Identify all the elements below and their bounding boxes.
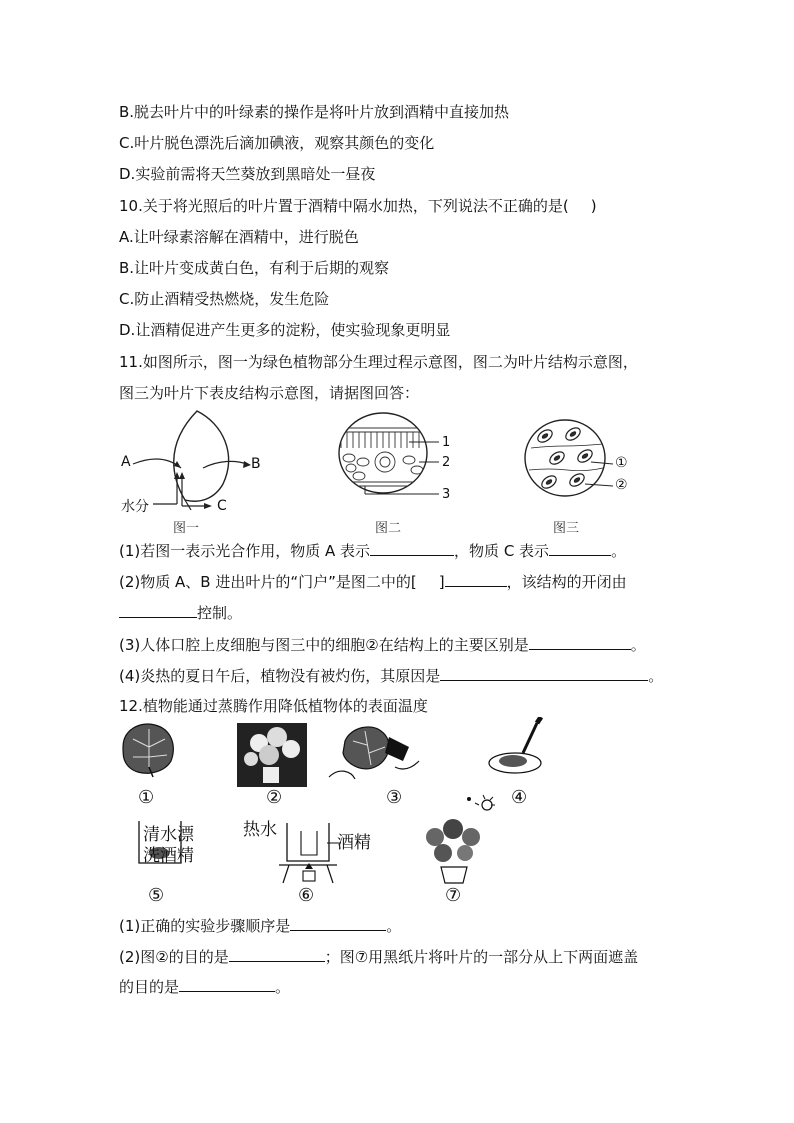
q11-part1 [119, 540, 626, 561]
step-label-6: ⑥ [298, 885, 315, 906]
q11-figures [119, 406, 629, 534]
q11-p4-text: (4)炎热的夏日午后，植物没有被灼伤，其原因是 [119, 667, 441, 685]
step-label-3: ③ [386, 787, 403, 808]
q10-stem-text: 10.关于将光照后的叶片置于酒精中隔水加热，下列说法不正确的是( [119, 197, 569, 215]
q11-part4 [119, 665, 663, 686]
q12-p1-text: (1)正确的实验步骤顺序是 [119, 917, 291, 935]
fig1-caption: 图一 [173, 521, 200, 536]
fig3-label-1: ① [615, 455, 628, 471]
answer-blank[interactable] [290, 915, 386, 931]
q10-option-a: A.让叶绿素溶解在酒精中，进行脱色 [119, 228, 359, 246]
q11-part2-cont [119, 602, 242, 623]
step-label-4: ④ [511, 787, 528, 808]
fig2-label-2: 2 [442, 455, 451, 470]
q10-option-d: D.让酒精促进产生更多的淀粉，使实验现象更明显 [119, 321, 451, 339]
step-label-2: ② [266, 787, 283, 808]
leaf-process-figure [119, 406, 629, 534]
answer-blank[interactable] [549, 540, 611, 556]
q12-p1-end: 。 [386, 917, 402, 935]
fig3-label-2: ② [615, 477, 628, 493]
q12-p2-text: (2)图②的目的是 [119, 948, 229, 966]
fig1-label-water: 水分 [121, 499, 149, 515]
fig1-label-c: C [217, 498, 227, 514]
q12-p2-text2: ；图⑦用黑纸片将叶片的一部分从上下两面遮盖 [324, 948, 639, 966]
q11-p4-end: 。 [648, 667, 664, 685]
q11-p2-end: 控制。 [197, 604, 243, 622]
answer-blank[interactable] [179, 976, 275, 992]
q9-option-d: D.实验前需将天竺葵放到黑暗处一昼夜 [119, 165, 376, 183]
q10-stem [119, 196, 597, 216]
fig2-caption: 图二 [375, 521, 402, 536]
answer-blank[interactable] [119, 602, 197, 618]
fig2-label-3: 3 [442, 487, 451, 502]
answer-blank[interactable] [229, 946, 325, 962]
q11-stem-line2: 图三为叶片下表皮结构示意图，请据图回答： [119, 384, 420, 402]
q12-experiment-figures [119, 717, 549, 907]
q11-p2-text: (2)物质 A、B 进出叶片的“门户”是图二中的[ [119, 573, 417, 591]
beaker-label-2: 洗酒精 [143, 846, 194, 866]
q11-part2 [119, 571, 627, 592]
q11-stem-line1: 11.如图所示，图一为绿色植物部分生理过程示意图，图二为叶片结构示意图， [119, 353, 638, 371]
q11-p1-text: (1)若图一表示光合作用，物质 A 表示 [119, 542, 371, 560]
q10-option-b: B.让叶片变成黄白色，有利于后期的观察 [119, 259, 390, 277]
answer-blank[interactable] [445, 571, 507, 587]
q11-part3 [119, 634, 646, 655]
q11-p3-end: 。 [630, 636, 646, 654]
q11-p2-text2: ，该结构的开闭由 [506, 573, 627, 591]
q12-part2-cont [119, 976, 290, 997]
q11-p3-text: (3)人体口腔上皮细胞与图三中的细胞②在结构上的主要区别是 [119, 636, 529, 654]
leaf-icon [123, 724, 173, 777]
fig3-caption: 图三 [553, 521, 580, 536]
step-label-5: ⑤ [148, 885, 165, 906]
q10-stem-close: ) [590, 197, 597, 215]
alcohol-label: 酒精 [337, 833, 371, 853]
fig2-label-1: 1 [442, 435, 451, 450]
q12-p2-end: 。 [275, 978, 291, 996]
q12-part1 [119, 915, 401, 936]
step-label-7: ⑦ [445, 885, 462, 906]
q11-p1-end: 。 [611, 542, 627, 560]
q12-stem: 12.植物能通过蒸腾作用降低植物体的表面温度 [119, 697, 428, 715]
fig1-label-b: B [251, 456, 261, 472]
experiment-steps-figure [119, 717, 549, 907]
step-label-1: ① [138, 787, 155, 808]
q9-option-b: B.脱去叶片中的叶绿素的操作是将叶片放到酒精中直接加热 [119, 103, 510, 121]
hot-water-label: 热水 [243, 820, 277, 840]
answer-blank[interactable] [440, 665, 648, 681]
q9-option-c: C.叶片脱色漂洗后滴加碘液，观察其颜色的变化 [119, 134, 435, 152]
beaker-label-1: 清水漂 [143, 825, 194, 845]
fig1-label-a: A [121, 454, 131, 470]
q11-p1-text2: ，物质 C 表示 [454, 542, 550, 560]
q12-p2-text3: 的目的是 [119, 978, 180, 996]
q11-p2-bracket-close: ] [438, 573, 445, 591]
q12-part2 [119, 946, 638, 967]
answer-blank[interactable] [370, 540, 454, 556]
answer-blank[interactable] [529, 634, 631, 650]
q10-option-c: C.防止酒精受热燃烧，发生危险 [119, 290, 330, 308]
